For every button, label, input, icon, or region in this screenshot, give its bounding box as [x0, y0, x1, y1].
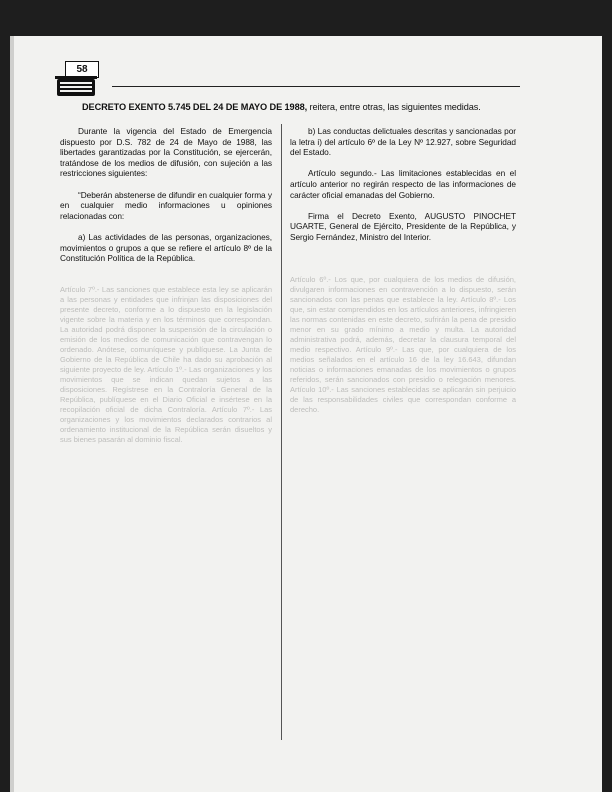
right-paragraph-1: b) Las conductas delictuales descritas y sancionadas por la letra i) del artículo 6º de la Ley Nº 12.927, sobre Seguridad del Estado.	[290, 126, 516, 158]
bleed-through-left: Artículo 7º.- Las sanciones que establece esta ley se aplicarán a las personas y entidades que infrinjan las disposiciones del presente decreto, conforme a lo dispuesto en la legislación vigente sobre la materia y en los términos que correspondan. La autoridad podrá disponer la suspensión de la circulación o emisión de los medios de comunicación que contravengan lo ordenado. Anótese, comuníquese y publíquese. La Junta de Gobierno de la República de Chile ha dado su aprobación al siguiente proyecto de ley. Artículo 1º.- Las organizaciones y los movimientos que se indican quedan sujetos a las disposiciones. Regístrese en la Contraloría General de la República, publíquese en el Diario Oficial e insértese en la recopilación oficial de dicha Contraloría. Artículo 7º.- Las organizaciones y los movimientos declarados contrarios al ordenamiento institucional de la República serán disueltos y sus bienes pasarán al dominio fiscal.	[60, 285, 272, 444]
typewriter-icon	[55, 76, 97, 98]
page-number: 58	[65, 61, 99, 78]
left-paragraph-3: a) Las actividades de las personas, organizaciones, movimientos o grupos a que se refiere el artículo 8º de la Constitución Política de la República.	[60, 231, 272, 264]
left-paragraph-1: Durante la vigencia del Estado de Emergencia dispuesto por D.S. 782 de 24 de Mayo de 1988, las libertades garantizadas por la Constitución, se ejercerán, tratándose de los medios de difusión, con sujeción a las restricciones siguientes:	[60, 126, 272, 179]
decree-subtitle: reitera, entre otras, las siguientes medidas.	[309, 102, 481, 112]
right-paragraph-3: Firma el Decreto Exento, AUGUSTO PINOCHET UGARTE, General de Ejército, Presidente de la República, y Sergio Fernández, Ministro del Interior.	[290, 210, 516, 242]
decree-heading	[82, 102, 552, 112]
right-column	[290, 126, 516, 253]
decree-title: DECRETO EXENTO 5.745 DEL 24 DE MAYO DE 1988,	[82, 102, 308, 112]
page-edge	[10, 36, 14, 792]
right-paragraph-2: Artículo segundo.- Las limitaciones establecidas en el artículo anterior no regirán respecto de las informaciones de carácter oficial emanadas del Gobierno.	[290, 168, 516, 200]
header-rule	[112, 86, 520, 87]
left-paragraph-2: “Deberán abstenerse de difundir en cualquier forma y en cualquier medio informaciones u opiniones relacionadas con:	[60, 189, 272, 221]
bleed-through-right: Artículo 6º.- Los que, por cualquiera de los medios de difusión, divulgaren informaciones en contravención a lo dispuesto, serán sancionados con las penas que establece la ley. Artículo 8º.- Los que, sin estar comprendidos en los artículos anteriores, infringieren las normas contenidas en este decreto, sufrirán la pena de presidio menor en su grado mínimo a medio y multa. La autoridad administrativa podrá, además, decretar la clausura temporal del medio respectivo. Artículo 9º.- Las que, por cualquiera de los medios señalados en el artículo 16 de la ley 16.643, difundan noticias o informaciones emanadas de los movimientos o grupos referidos, serán sancionados con presidio o relegación menores. Artículo 10º.- Las sanciones establecidas se aplicarán sin perjuicio de las responsabilidades civiles que correspondan conforme a derecho.	[290, 275, 516, 414]
column-divider	[281, 124, 282, 740]
left-column	[60, 126, 272, 274]
